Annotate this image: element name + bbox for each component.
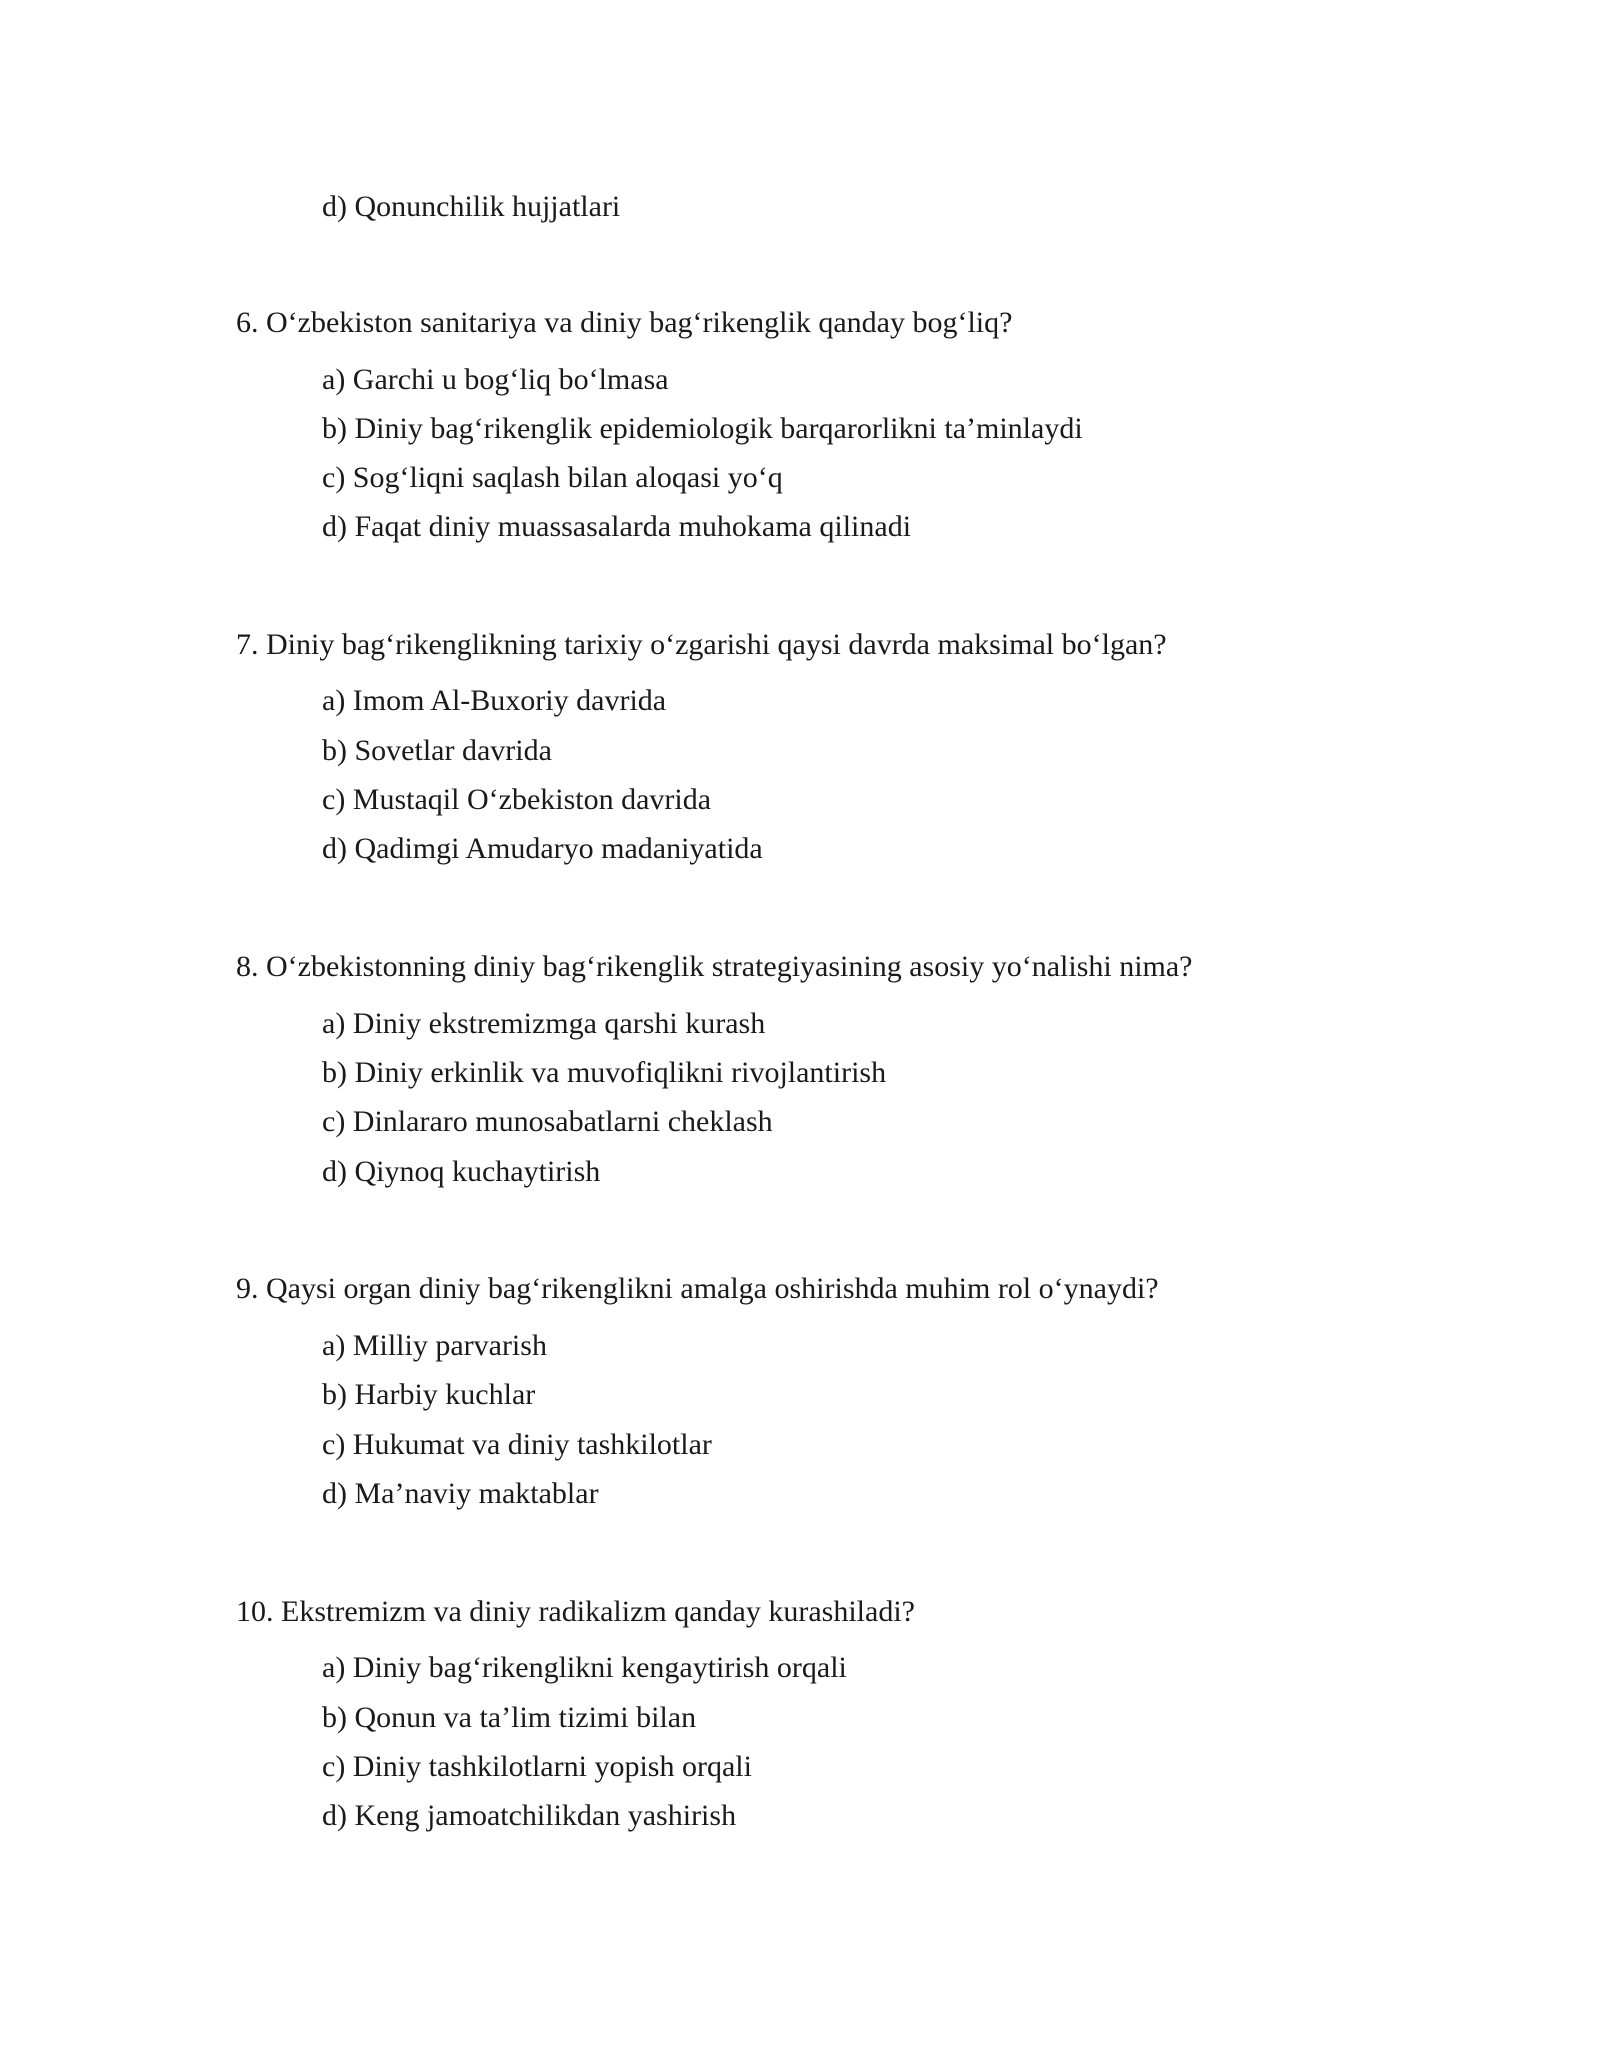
option-8c: c) Dinlararo munosabatlarni cheklash bbox=[322, 1105, 773, 1138]
question-9: 9. Qaysi organ diniy bag‘rikenglikni amalga oshirishda muhim rol o‘ynaydi? bbox=[236, 1272, 1159, 1305]
option-10c: c) Diniy tashkilotlarni yopish orqali bbox=[322, 1750, 752, 1783]
option-8a: a) Diniy ekstremizmga qarshi kurash bbox=[322, 1007, 766, 1040]
question-8: 8. O‘zbekistonning diniy bag‘rikenglik strategiyasining asosiy yo‘nalishi nima? bbox=[236, 950, 1193, 983]
question-7: 7. Diniy bag‘rikenglikning tarixiy o‘zgarishi qaysi davrda maksimal bo‘lgan? bbox=[236, 628, 1167, 661]
option-10d: d) Keng jamoatchilikdan yashirish bbox=[322, 1799, 737, 1832]
option-9d: d) Ma’naviy maktablar bbox=[322, 1477, 599, 1510]
option-9a: a) Milliy parvarish bbox=[322, 1329, 547, 1362]
question-10: 10. Ekstremizm va diniy radikalizm qanday kurashiladi? bbox=[236, 1595, 915, 1628]
option-5d: d) Qonunchilik hujjatlari bbox=[322, 190, 621, 223]
option-6a: a) Garchi u bog‘liq bo‘lmasa bbox=[322, 363, 669, 396]
option-9b: b) Harbiy kuchlar bbox=[322, 1378, 536, 1411]
option-6c: c) Sog‘liqni saqlash bilan aloqasi yo‘q bbox=[322, 461, 783, 494]
option-10a: a) Diniy bag‘rikenglikni kengaytirish orqali bbox=[322, 1651, 847, 1684]
option-10b: b) Qonun va ta’lim tizimi bilan bbox=[322, 1701, 697, 1734]
option-7a: a) Imom Al-Buxoriy davrida bbox=[322, 684, 667, 717]
option-8b: b) Diniy erkinlik va muvofiqlikni rivojlantirish bbox=[322, 1056, 887, 1089]
option-7b: b) Sovetlar davrida bbox=[322, 734, 552, 767]
option-7c: c) Mustaqil O‘zbekiston davrida bbox=[322, 783, 712, 816]
option-8d: d) Qiynoq kuchaytirish bbox=[322, 1155, 601, 1188]
option-7d: d) Qadimgi Amudaryo madaniyatida bbox=[322, 832, 763, 865]
option-9c: c) Hukumat va diniy tashkilotlar bbox=[322, 1428, 712, 1461]
option-6b: b) Diniy bag‘rikenglik epidemiologik barqarorlikni ta’minlaydi bbox=[322, 412, 1083, 445]
option-6d: d) Faqat diniy muassasalarda muhokama qilinadi bbox=[322, 510, 912, 543]
question-6: 6. O‘zbekiston sanitariya va diniy bag‘rikenglik qanday bog‘liq? bbox=[236, 306, 1013, 339]
